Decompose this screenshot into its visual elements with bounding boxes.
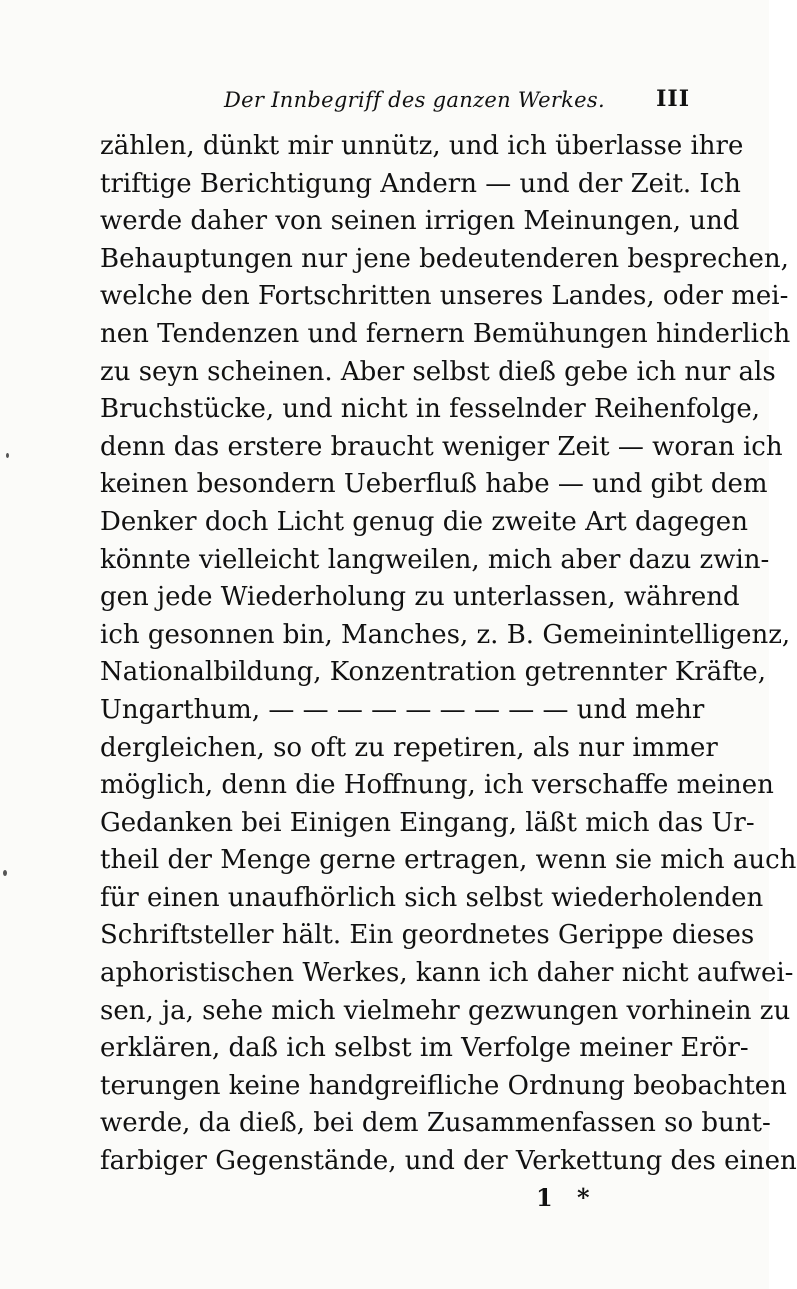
text-line: für einen unaufhörlich sich selbst wiederholenden xyxy=(100,882,764,913)
text-line: terungen keine handgreifliche Ordnung beobachten xyxy=(100,1070,787,1101)
text-line: Denker doch Licht genug die zweite Art dagegen xyxy=(100,506,748,537)
text-line: aphoristischen Werkes, kann ich daher nicht aufwei- xyxy=(100,958,794,989)
scan-speck xyxy=(6,453,9,458)
page-number: III xyxy=(656,86,690,112)
text-line: ich gesonnen bin, Manches, z. B. Gemeinintelligenz, xyxy=(100,619,791,650)
scan-speck xyxy=(3,870,7,876)
text-line: Schriftsteller hält. Ein geordnetes Gerippe dieses xyxy=(100,920,755,951)
text-line: dergleichen, so oft zu repetiren, als nur immer xyxy=(100,732,718,763)
text-line: farbiger Gegenstände, und der Verkettung des einen xyxy=(100,1146,797,1177)
text-line: Bruchstücke, und nicht in fesselnder Reihenfolge, xyxy=(100,394,761,425)
text-line: zählen, dünkt mir unnütz, und ich überlasse ihre xyxy=(100,131,744,161)
text-line: erklären, daß ich selbst im Verfolge meiner Erör- xyxy=(100,1033,749,1064)
text-line: nen Tendenzen und fernern Bemühungen hinderlich xyxy=(100,318,791,349)
text-line: welche den Fortschritten unseres Landes, oder mei- xyxy=(100,281,789,312)
text-line: Ungarthum, — — — — — — — — — und mehr xyxy=(100,694,705,725)
text-line: Nationalbildung, Konzentration getrennter Kräfte, xyxy=(100,657,766,688)
text-line: Behauptungen nur jene bedeutenderen besprechen, xyxy=(100,243,789,274)
running-head xyxy=(100,82,690,116)
text-line: möglich, denn die Hoffnung, ich verschaffe meinen xyxy=(100,770,774,801)
text-line: werde, da dieß, bei dem Zusammenfassen so bunt- xyxy=(100,1108,771,1139)
text-line: sen, ja, sehe mich vielmehr gezwungen vorhinein zu xyxy=(100,995,791,1026)
text-line: triftige Berichtigung Andern — und der Zeit. Ich xyxy=(100,168,741,199)
text-line: könnte vielleicht langweilen, mich aber dazu zwin- xyxy=(100,544,770,575)
text-line: gen jede Wiederholung zu unterlassen, während xyxy=(100,582,740,613)
text-line: Gedanken bei Einigen Eingang, läßt mich das Ur- xyxy=(100,807,755,838)
body-text xyxy=(100,128,797,1181)
signature-mark: 1 * xyxy=(536,1183,598,1212)
text-line: denn das erstere braucht weniger Zeit — woran ich xyxy=(100,431,783,462)
text-line: keinen besondern Ueberfluß habe — und gibt dem xyxy=(100,469,768,500)
running-title: Der Innbegriff des ganzen Werkes. xyxy=(224,88,605,112)
text-line: theil der Menge gerne ertragen, wenn sie mich auch xyxy=(100,845,797,876)
text-line: werde daher von seinen irrigen Meinungen, und xyxy=(100,206,740,237)
text-line: zu seyn scheinen. Aber selbst dieß gebe ich nur als xyxy=(100,356,776,387)
